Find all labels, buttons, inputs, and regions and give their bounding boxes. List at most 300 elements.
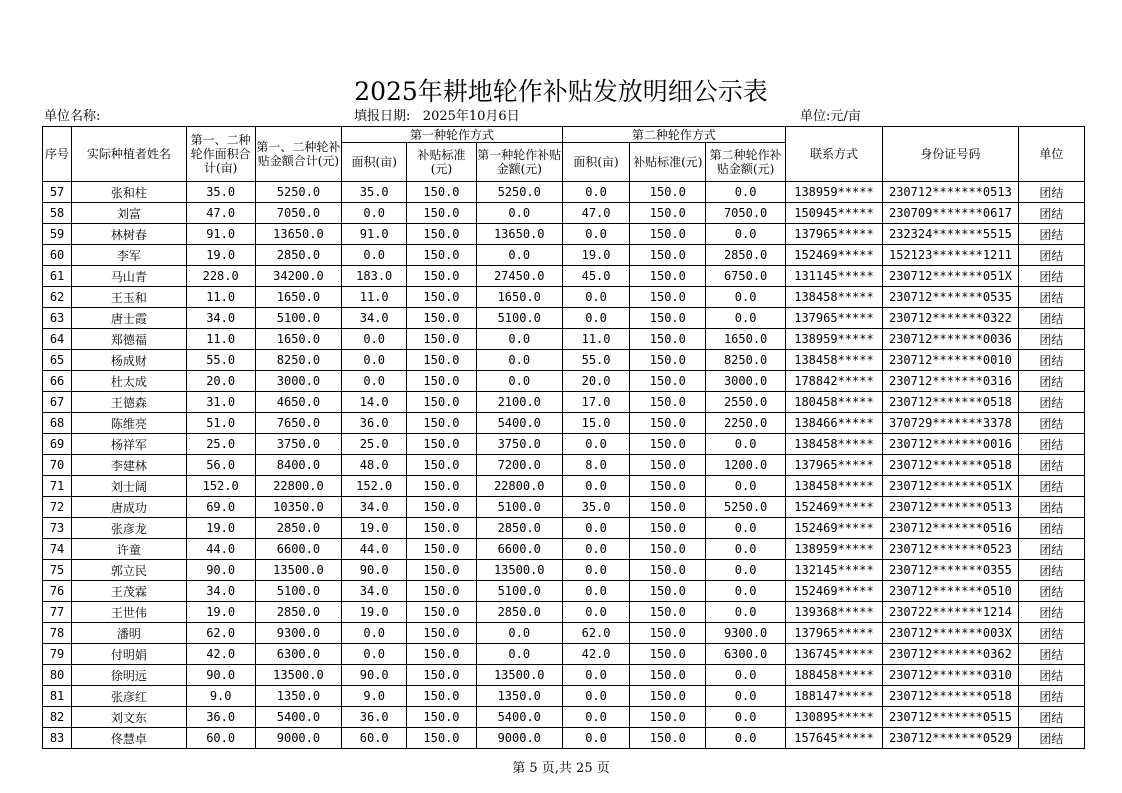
cell-rot2-std: 150.0: [630, 686, 706, 707]
cell-area-total: 31.0: [186, 392, 255, 413]
cell-rot2-area: 17.0: [562, 392, 629, 413]
cell-unit: 团结: [1018, 455, 1084, 476]
cell-unit: 团结: [1018, 539, 1084, 560]
cell-rot2-amount: 0.0: [706, 182, 785, 203]
cell-unit: 团结: [1018, 287, 1084, 308]
cell-unit: 团结: [1018, 266, 1084, 287]
cell-rot2-area: 0.0: [562, 182, 629, 203]
cell-rot2-std: 150.0: [630, 434, 706, 455]
cell-idno: 230712*******0355: [883, 560, 1019, 581]
cell-rot1-std: 150.0: [407, 266, 476, 287]
cell-rot1-area: 0.0: [342, 350, 407, 371]
cell-unit: 团结: [1018, 434, 1084, 455]
cell-area-total: 56.0: [186, 455, 255, 476]
cell-idno: 230712*******0316: [883, 371, 1019, 392]
table-row: [43, 308, 1085, 329]
cell-rot1-std: 150.0: [407, 497, 476, 518]
cell-name: 李建林: [72, 455, 186, 476]
cell-phone: 188147*****: [785, 686, 882, 707]
cell-seq: 69: [43, 434, 72, 455]
cell-name: 王茂霖: [72, 581, 186, 602]
table-row: [43, 686, 1085, 707]
cell-seq: 76: [43, 581, 72, 602]
cell-amount-total: 34200.0: [255, 266, 341, 287]
table-row: [43, 392, 1085, 413]
cell-name: 李军: [72, 245, 186, 266]
col-header-unit: 单位: [1018, 127, 1084, 182]
table-row: [43, 455, 1085, 476]
cell-amount-total: 9000.0: [255, 728, 341, 749]
table-row: [43, 224, 1085, 245]
table-row: [43, 623, 1085, 644]
cell-name: 徐明远: [72, 665, 186, 686]
cell-rot2-amount: 0.0: [706, 581, 785, 602]
cell-rot2-amount: 2550.0: [706, 392, 785, 413]
cell-seq: 80: [43, 665, 72, 686]
cell-rot2-amount: 0.0: [706, 707, 785, 728]
cell-rot1-std: 150.0: [407, 392, 476, 413]
page-number: 第 5 页,共 25 页: [512, 761, 610, 776]
cell-name: 刘富: [72, 203, 186, 224]
cell-rot2-std: 150.0: [630, 455, 706, 476]
cell-rot2-area: 55.0: [562, 350, 629, 371]
cell-rot2-amount: 0.0: [706, 728, 785, 749]
cell-rot1-std: 150.0: [407, 413, 476, 434]
cell-rot1-std: 150.0: [407, 329, 476, 350]
cell-rot1-amount: 1350.0: [476, 686, 562, 707]
cell-rot1-std: 150.0: [407, 455, 476, 476]
cell-unit: 团结: [1018, 329, 1084, 350]
cell-name: 张和柱: [72, 182, 186, 203]
cell-rot2-amount: 9300.0: [706, 623, 785, 644]
cell-seq: 83: [43, 728, 72, 749]
cell-rot2-std: 150.0: [630, 539, 706, 560]
table-row: [43, 476, 1085, 497]
cell-amount-total: 8400.0: [255, 455, 341, 476]
cell-name: 马山青: [72, 266, 186, 287]
cell-idno: 230712*******0362: [883, 644, 1019, 665]
cell-amount-total: 5100.0: [255, 308, 341, 329]
cell-amount-total: 5100.0: [255, 581, 341, 602]
cell-amount-total: 22800.0: [255, 476, 341, 497]
cell-area-total: 11.0: [186, 287, 255, 308]
cell-seq: 61: [43, 266, 72, 287]
cell-amount-total: 1350.0: [255, 686, 341, 707]
cell-rot1-amount: 0.0: [476, 329, 562, 350]
cell-name: 杨成财: [72, 350, 186, 371]
cell-seq: 78: [43, 623, 72, 644]
cell-unit: 团结: [1018, 686, 1084, 707]
cell-rot1-area: 19.0: [342, 602, 407, 623]
cell-rot2-std: 150.0: [630, 266, 706, 287]
cell-rot1-area: 60.0: [342, 728, 407, 749]
unit-label: 单位:元/亩: [800, 109, 861, 124]
cell-rot2-area: 0.0: [562, 707, 629, 728]
cell-idno: 230712*******0518: [883, 686, 1019, 707]
cell-rot1-std: 150.0: [407, 476, 476, 497]
cell-rot1-std: 150.0: [407, 203, 476, 224]
col-header-rot1-amount: 第一种轮作补贴金额(元): [476, 143, 562, 182]
cell-name: 杨祥军: [72, 434, 186, 455]
cell-rot1-area: 25.0: [342, 434, 407, 455]
cell-amount-total: 2850.0: [255, 602, 341, 623]
cell-name: 唐士霞: [72, 308, 186, 329]
cell-rot1-amount: 0.0: [476, 203, 562, 224]
cell-seq: 70: [43, 455, 72, 476]
cell-rot2-amount: 0.0: [706, 560, 785, 581]
cell-rot2-amount: 0.0: [706, 518, 785, 539]
cell-area-total: 228.0: [186, 266, 255, 287]
cell-rot1-amount: 1650.0: [476, 287, 562, 308]
cell-name: 潘明: [72, 623, 186, 644]
cell-rot1-area: 14.0: [342, 392, 407, 413]
cell-rot1-area: 11.0: [342, 287, 407, 308]
cell-seq: 79: [43, 644, 72, 665]
cell-rot2-area: 62.0: [562, 623, 629, 644]
cell-rot2-area: 0.0: [562, 539, 629, 560]
cell-rot1-amount: 2850.0: [476, 518, 562, 539]
page-title: 2025年耕地轮作补贴发放明细公示表: [354, 77, 768, 106]
cell-name: 杜太成: [72, 371, 186, 392]
cell-rot1-area: 90.0: [342, 560, 407, 581]
cell-rot2-amount: 6750.0: [706, 266, 785, 287]
table-row: [43, 245, 1085, 266]
cell-phone: 178842*****: [785, 371, 882, 392]
cell-idno: 230712*******0513: [883, 497, 1019, 518]
cell-rot2-area: 8.0: [562, 455, 629, 476]
cell-rot1-amount: 13500.0: [476, 665, 562, 686]
cell-unit: 团结: [1018, 518, 1084, 539]
cell-amount-total: 8250.0: [255, 350, 341, 371]
cell-area-total: 25.0: [186, 434, 255, 455]
col-header-rot1-std: 补贴标准(元): [407, 143, 476, 182]
cell-unit: 团结: [1018, 224, 1084, 245]
cell-amount-total: 2850.0: [255, 518, 341, 539]
cell-rot2-area: 0.0: [562, 686, 629, 707]
unit-name-label: 单位名称:: [44, 109, 101, 124]
cell-phone: 138959*****: [785, 182, 882, 203]
cell-unit: 团结: [1018, 707, 1084, 728]
cell-phone: 150945*****: [785, 203, 882, 224]
cell-area-total: 42.0: [186, 644, 255, 665]
cell-amount-total: 6300.0: [255, 644, 341, 665]
cell-rot2-std: 150.0: [630, 623, 706, 644]
cell-idno: 230712*******0515: [883, 707, 1019, 728]
cell-area-total: 69.0: [186, 497, 255, 518]
cell-phone: 137965*****: [785, 308, 882, 329]
cell-seq: 81: [43, 686, 72, 707]
cell-rot2-amount: 0.0: [706, 665, 785, 686]
cell-rot2-std: 150.0: [630, 329, 706, 350]
cell-unit: 团结: [1018, 308, 1084, 329]
cell-seq: 74: [43, 539, 72, 560]
cell-rot1-area: 9.0: [342, 686, 407, 707]
cell-phone: 157645*****: [785, 728, 882, 749]
cell-name: 郭立民: [72, 560, 186, 581]
cell-unit: 团结: [1018, 560, 1084, 581]
cell-rot2-area: 19.0: [562, 245, 629, 266]
table-row: [43, 203, 1085, 224]
cell-seq: 60: [43, 245, 72, 266]
cell-rot1-amount: 0.0: [476, 371, 562, 392]
cell-rot1-amount: 13500.0: [476, 560, 562, 581]
cell-seq: 65: [43, 350, 72, 371]
cell-rot1-std: 150.0: [407, 287, 476, 308]
cell-rot2-area: 35.0: [562, 497, 629, 518]
cell-unit: 团结: [1018, 413, 1084, 434]
cell-rot1-area: 0.0: [342, 644, 407, 665]
cell-idno: 230712*******0036: [883, 329, 1019, 350]
cell-rot1-std: 150.0: [407, 182, 476, 203]
cell-rot2-amount: 0.0: [706, 602, 785, 623]
cell-name: 刘文东: [72, 707, 186, 728]
cell-idno: 230712*******0510: [883, 581, 1019, 602]
cell-rot2-amount: 1650.0: [706, 329, 785, 350]
cell-amount-total: 3000.0: [255, 371, 341, 392]
cell-phone: 188458*****: [785, 665, 882, 686]
cell-rot2-std: 150.0: [630, 203, 706, 224]
cell-rot1-std: 150.0: [407, 371, 476, 392]
cell-phone: 138458*****: [785, 434, 882, 455]
cell-area-total: 55.0: [186, 350, 255, 371]
cell-rot2-std: 150.0: [630, 413, 706, 434]
cell-rot1-amount: 13650.0: [476, 224, 562, 245]
cell-rot1-amount: 0.0: [476, 245, 562, 266]
cell-seq: 67: [43, 392, 72, 413]
cell-idno: 152123*******1211: [883, 245, 1019, 266]
table-row: [43, 602, 1085, 623]
cell-rot2-area: 0.0: [562, 602, 629, 623]
cell-amount-total: 1650.0: [255, 287, 341, 308]
cell-rot1-amount: 5100.0: [476, 497, 562, 518]
col-header-name: 实际种植者姓名: [72, 127, 186, 182]
table-row: [43, 581, 1085, 602]
cell-rot1-std: 150.0: [407, 434, 476, 455]
cell-phone: 139368*****: [785, 602, 882, 623]
cell-rot1-std: 150.0: [407, 644, 476, 665]
table-row: [43, 350, 1085, 371]
cell-seq: 73: [43, 518, 72, 539]
cell-rot2-std: 150.0: [630, 350, 706, 371]
cell-idno: 370729*******3378: [883, 413, 1019, 434]
col-group-rotation-2: 第二种轮作方式: [562, 127, 785, 143]
cell-seq: 59: [43, 224, 72, 245]
cell-name: 林树春: [72, 224, 186, 245]
cell-rot2-std: 150.0: [630, 476, 706, 497]
cell-rot2-amount: 0.0: [706, 308, 785, 329]
cell-seq: 68: [43, 413, 72, 434]
cell-unit: 团结: [1018, 602, 1084, 623]
cell-area-total: 90.0: [186, 560, 255, 581]
cell-area-total: 19.0: [186, 602, 255, 623]
cell-unit: 团结: [1018, 497, 1084, 518]
cell-amount-total: 1650.0: [255, 329, 341, 350]
cell-rot1-amount: 0.0: [476, 644, 562, 665]
cell-rot2-std: 150.0: [630, 287, 706, 308]
cell-rot1-area: 36.0: [342, 707, 407, 728]
cell-area-total: 11.0: [186, 329, 255, 350]
cell-rot1-area: 44.0: [342, 539, 407, 560]
cell-idno: 230712*******0010: [883, 350, 1019, 371]
cell-amount-total: 7050.0: [255, 203, 341, 224]
cell-rot1-area: 0.0: [342, 623, 407, 644]
col-header-phone: 联系方式: [785, 127, 882, 182]
cell-area-total: 60.0: [186, 728, 255, 749]
col-header-rot2-amount: 第二种轮作补贴金额(元): [706, 143, 785, 182]
table-row: [43, 371, 1085, 392]
cell-phone: 137965*****: [785, 224, 882, 245]
cell-rot2-amount: 2850.0: [706, 245, 785, 266]
cell-amount-total: 7650.0: [255, 413, 341, 434]
cell-area-total: 47.0: [186, 203, 255, 224]
cell-unit: 团结: [1018, 581, 1084, 602]
cell-idno: 230722*******1214: [883, 602, 1019, 623]
cell-area-total: 62.0: [186, 623, 255, 644]
cell-seq: 66: [43, 371, 72, 392]
cell-seq: 63: [43, 308, 72, 329]
cell-rot2-area: 0.0: [562, 308, 629, 329]
cell-phone: 137965*****: [785, 623, 882, 644]
cell-area-total: 34.0: [186, 581, 255, 602]
cell-idno: 230709*******0617: [883, 203, 1019, 224]
cell-rot1-area: 0.0: [342, 245, 407, 266]
cell-rot2-std: 150.0: [630, 707, 706, 728]
cell-rot2-std: 150.0: [630, 602, 706, 623]
cell-phone: 138466*****: [785, 413, 882, 434]
table-row: [43, 665, 1085, 686]
table-row: [43, 497, 1085, 518]
cell-rot2-amount: 8250.0: [706, 350, 785, 371]
cell-rot1-area: 90.0: [342, 665, 407, 686]
cell-area-total: 51.0: [186, 413, 255, 434]
cell-area-total: 34.0: [186, 308, 255, 329]
cell-area-total: 152.0: [186, 476, 255, 497]
cell-name: 佟慧卓: [72, 728, 186, 749]
cell-rot2-amount: 0.0: [706, 686, 785, 707]
cell-rot1-area: 48.0: [342, 455, 407, 476]
cell-rot1-std: 150.0: [407, 623, 476, 644]
cell-rot2-area: 0.0: [562, 665, 629, 686]
cell-rot1-std: 150.0: [407, 665, 476, 686]
cell-amount-total: 6600.0: [255, 539, 341, 560]
cell-unit: 团结: [1018, 182, 1084, 203]
fill-date-label: 填报日期:: [354, 109, 411, 124]
cell-area-total: 35.0: [186, 182, 255, 203]
table-row: [43, 329, 1085, 350]
cell-unit: 团结: [1018, 644, 1084, 665]
cell-idno: 230712*******0518: [883, 455, 1019, 476]
col-header-idno: 身份证号码: [883, 127, 1019, 182]
cell-idno: 230712*******0518: [883, 392, 1019, 413]
cell-rot2-std: 150.0: [630, 308, 706, 329]
cell-rot1-amount: 7200.0: [476, 455, 562, 476]
cell-rot2-area: 0.0: [562, 728, 629, 749]
col-header-rot1-area: 面积(亩): [342, 143, 407, 182]
cell-rot1-area: 19.0: [342, 518, 407, 539]
cell-name: 张彦龙: [72, 518, 186, 539]
cell-rot1-std: 150.0: [407, 581, 476, 602]
table-row: [43, 707, 1085, 728]
cell-name: 付明娟: [72, 644, 186, 665]
cell-rot2-amount: 3000.0: [706, 371, 785, 392]
cell-name: 刘士阔: [72, 476, 186, 497]
table-row: [43, 413, 1085, 434]
cell-rot1-std: 150.0: [407, 602, 476, 623]
cell-rot2-area: 20.0: [562, 371, 629, 392]
cell-phone: 152469*****: [785, 581, 882, 602]
cell-rot1-area: 34.0: [342, 308, 407, 329]
cell-rot1-area: 183.0: [342, 266, 407, 287]
cell-area-total: 19.0: [186, 245, 255, 266]
table-row: [43, 434, 1085, 455]
cell-seq: 82: [43, 707, 72, 728]
cell-name: 王世伟: [72, 602, 186, 623]
cell-rot2-std: 150.0: [630, 665, 706, 686]
cell-rot2-std: 150.0: [630, 644, 706, 665]
cell-seq: 75: [43, 560, 72, 581]
cell-amount-total: 13650.0: [255, 224, 341, 245]
col-header-amount-total: 第一、二种轮补贴金额合计(元): [255, 127, 341, 182]
table-row: [43, 266, 1085, 287]
cell-idno: 230712*******0535: [883, 287, 1019, 308]
cell-seq: 72: [43, 497, 72, 518]
cell-rot2-area: 0.0: [562, 287, 629, 308]
cell-name: 王德森: [72, 392, 186, 413]
cell-area-total: 90.0: [186, 665, 255, 686]
cell-rot1-std: 150.0: [407, 728, 476, 749]
cell-unit: 团结: [1018, 392, 1084, 413]
cell-amount-total: 2850.0: [255, 245, 341, 266]
cell-rot2-area: 45.0: [562, 266, 629, 287]
cell-rot2-area: 15.0: [562, 413, 629, 434]
cell-rot1-amount: 0.0: [476, 623, 562, 644]
cell-rot2-area: 0.0: [562, 581, 629, 602]
cell-idno: 230712*******0513: [883, 182, 1019, 203]
cell-rot2-amount: 0.0: [706, 287, 785, 308]
cell-rot1-amount: 2100.0: [476, 392, 562, 413]
table-row: [43, 560, 1085, 581]
cell-rot1-amount: 5100.0: [476, 581, 562, 602]
cell-rot2-area: 0.0: [562, 518, 629, 539]
cell-area-total: 20.0: [186, 371, 255, 392]
cell-rot1-amount: 22800.0: [476, 476, 562, 497]
cell-phone: 138458*****: [785, 350, 882, 371]
cell-seq: 64: [43, 329, 72, 350]
cell-rot1-area: 0.0: [342, 203, 407, 224]
table-row: [43, 182, 1085, 203]
cell-idno: 230712*******051X: [883, 266, 1019, 287]
cell-idno: 230712*******0523: [883, 539, 1019, 560]
cell-rot1-area: 34.0: [342, 497, 407, 518]
col-header-area-total: 第一、二种轮作面积合计(亩): [186, 127, 255, 182]
cell-phone: 138959*****: [785, 539, 882, 560]
cell-rot1-area: 152.0: [342, 476, 407, 497]
cell-idno: 230712*******0016: [883, 434, 1019, 455]
cell-idno: 230712*******0516: [883, 518, 1019, 539]
cell-rot1-area: 35.0: [342, 182, 407, 203]
cell-rot2-amount: 5250.0: [706, 497, 785, 518]
cell-rot2-amount: 0.0: [706, 539, 785, 560]
cell-rot1-amount: 9000.0: [476, 728, 562, 749]
cell-rot1-std: 150.0: [407, 707, 476, 728]
cell-amount-total: 9300.0: [255, 623, 341, 644]
cell-rot2-area: 42.0: [562, 644, 629, 665]
cell-area-total: 19.0: [186, 518, 255, 539]
cell-phone: 131145*****: [785, 266, 882, 287]
cell-rot1-area: 34.0: [342, 581, 407, 602]
fill-date: [354, 108, 520, 126]
cell-rot1-amount: 2850.0: [476, 602, 562, 623]
